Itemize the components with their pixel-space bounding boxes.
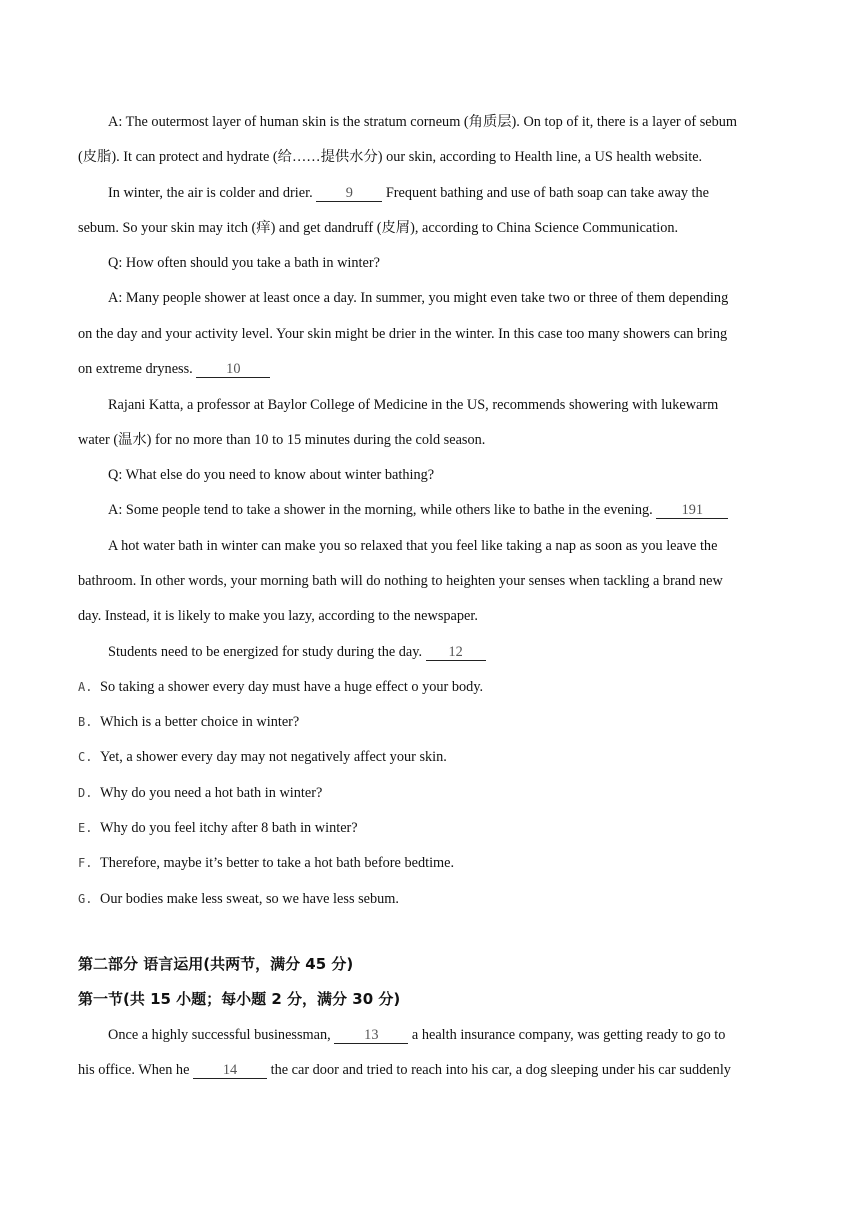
answer-blank-9: 9	[316, 185, 382, 202]
option-text: Our bodies make less sweat, so we have less sebum.	[100, 891, 399, 907]
option-text: Why do you need a hot bath in winter?	[100, 785, 323, 801]
option-g	[78, 889, 778, 909]
cloze-line	[108, 1025, 808, 1045]
passage-line	[78, 430, 778, 450]
text-run: Once a highly successful businessman,	[108, 1027, 331, 1043]
answer-blank-13: 13	[334, 1027, 408, 1044]
answer-blank-12: 12	[426, 644, 486, 661]
passage-line	[78, 324, 778, 344]
question-line	[108, 465, 808, 485]
option-d	[78, 783, 778, 803]
part-heading: 第二部分 语言运用(共两节，满分 45 分)	[78, 955, 354, 973]
option-letter: G.	[78, 892, 93, 906]
question-text: Q: What else do you need to know about winter bathing?	[108, 467, 435, 483]
question-line	[108, 253, 808, 273]
text-run: water (温水) for no more than 10 to 15 minutes during the cold season.	[78, 432, 486, 448]
answer-blank-10: 10	[196, 361, 270, 378]
option-letter: E.	[78, 821, 93, 835]
passage-line	[78, 218, 778, 238]
text-run: A hot water bath in winter can make you so relaxed that you feel like taking a nap as soon as you leave the	[108, 538, 718, 554]
option-text: Therefore, maybe it’s better to take a hot bath before bedtime.	[100, 855, 455, 871]
text-run: on extreme dryness.	[78, 361, 193, 377]
answer-blank-14: 14	[193, 1062, 267, 1079]
text-run: In winter, the air is colder and drier.	[108, 185, 313, 201]
passage-line	[108, 642, 808, 662]
option-c	[78, 747, 778, 767]
text-run: Rajani Katta, a professor at Baylor College of Medicine in the US, recommends showering with lukewarm	[108, 397, 719, 413]
option-text: Which is a better choice in winter?	[100, 714, 300, 730]
option-text: So taking a shower every day must have a huge effect o your body.	[100, 679, 484, 695]
text-run: (皮脂). It can protect and hydrate (给……提供水分) our skin, according to Health line, a US health website.	[78, 149, 703, 165]
text-run: A: Some people tend to take a shower in the morning, while others like to bathe in the evening.	[108, 502, 653, 518]
option-text: Yet, a shower every day may not negatively affect your skin.	[100, 749, 447, 765]
text-run: day. Instead, it is likely to make you lazy, according to the newspaper.	[78, 608, 478, 624]
option-letter: F.	[78, 856, 93, 870]
passage-line	[108, 112, 808, 132]
text-run: sebum. So your skin may itch (痒) and get dandruff (皮屑), according to China Science Communication.	[78, 220, 679, 236]
passage-line	[108, 536, 808, 556]
option-b	[78, 712, 778, 732]
passage-line	[78, 571, 778, 591]
text-run: Students need to be energized for study during the day.	[108, 644, 423, 660]
text-run: A: The outermost layer of human skin is the stratum corneum (角质层). On top of it, there is a layer of sebum	[108, 114, 738, 130]
passage-line	[78, 147, 778, 167]
passage-line	[108, 183, 808, 203]
passage-line	[108, 395, 808, 415]
question-text: Q: How often should you take a bath in winter?	[108, 255, 380, 271]
text-run: a health insurance company, was getting ready to go to	[411, 1027, 726, 1043]
text-run: his office. When he	[78, 1062, 190, 1078]
text-run: Frequent bathing and use of bath soap can take away the	[385, 185, 710, 201]
option-letter: A.	[78, 680, 93, 694]
option-letter: B.	[78, 715, 93, 729]
text-run: the car door and tried to reach into his car, a dog sleeping under his car suddenly	[270, 1062, 731, 1078]
option-f	[78, 853, 778, 873]
option-letter: C.	[78, 750, 93, 764]
option-a	[78, 677, 778, 697]
cloze-line	[78, 1060, 778, 1080]
option-e	[78, 818, 778, 838]
text-run: on the day and your activity level. Your skin might be drier in the winter. In this case too many showers can bring	[78, 326, 728, 342]
answer-blank-11: 191	[656, 502, 728, 519]
passage-line	[78, 606, 778, 626]
section-heading: 第一节(共 15 小题；每小题 2 分，满分 30 分)	[78, 990, 401, 1008]
text-run: bathroom. In other words, your morning bath will do nothing to heighten your senses when tackling a brand new	[78, 573, 723, 589]
option-text: Why do you feel itchy after 8 bath in winter?	[100, 820, 358, 836]
option-letter: D.	[78, 786, 93, 800]
passage-line	[108, 500, 808, 520]
passage-line	[108, 288, 808, 308]
passage-line	[78, 359, 778, 379]
text-run: A: Many people shower at least once a day. In summer, you might even take two or three of them depending	[108, 290, 729, 306]
